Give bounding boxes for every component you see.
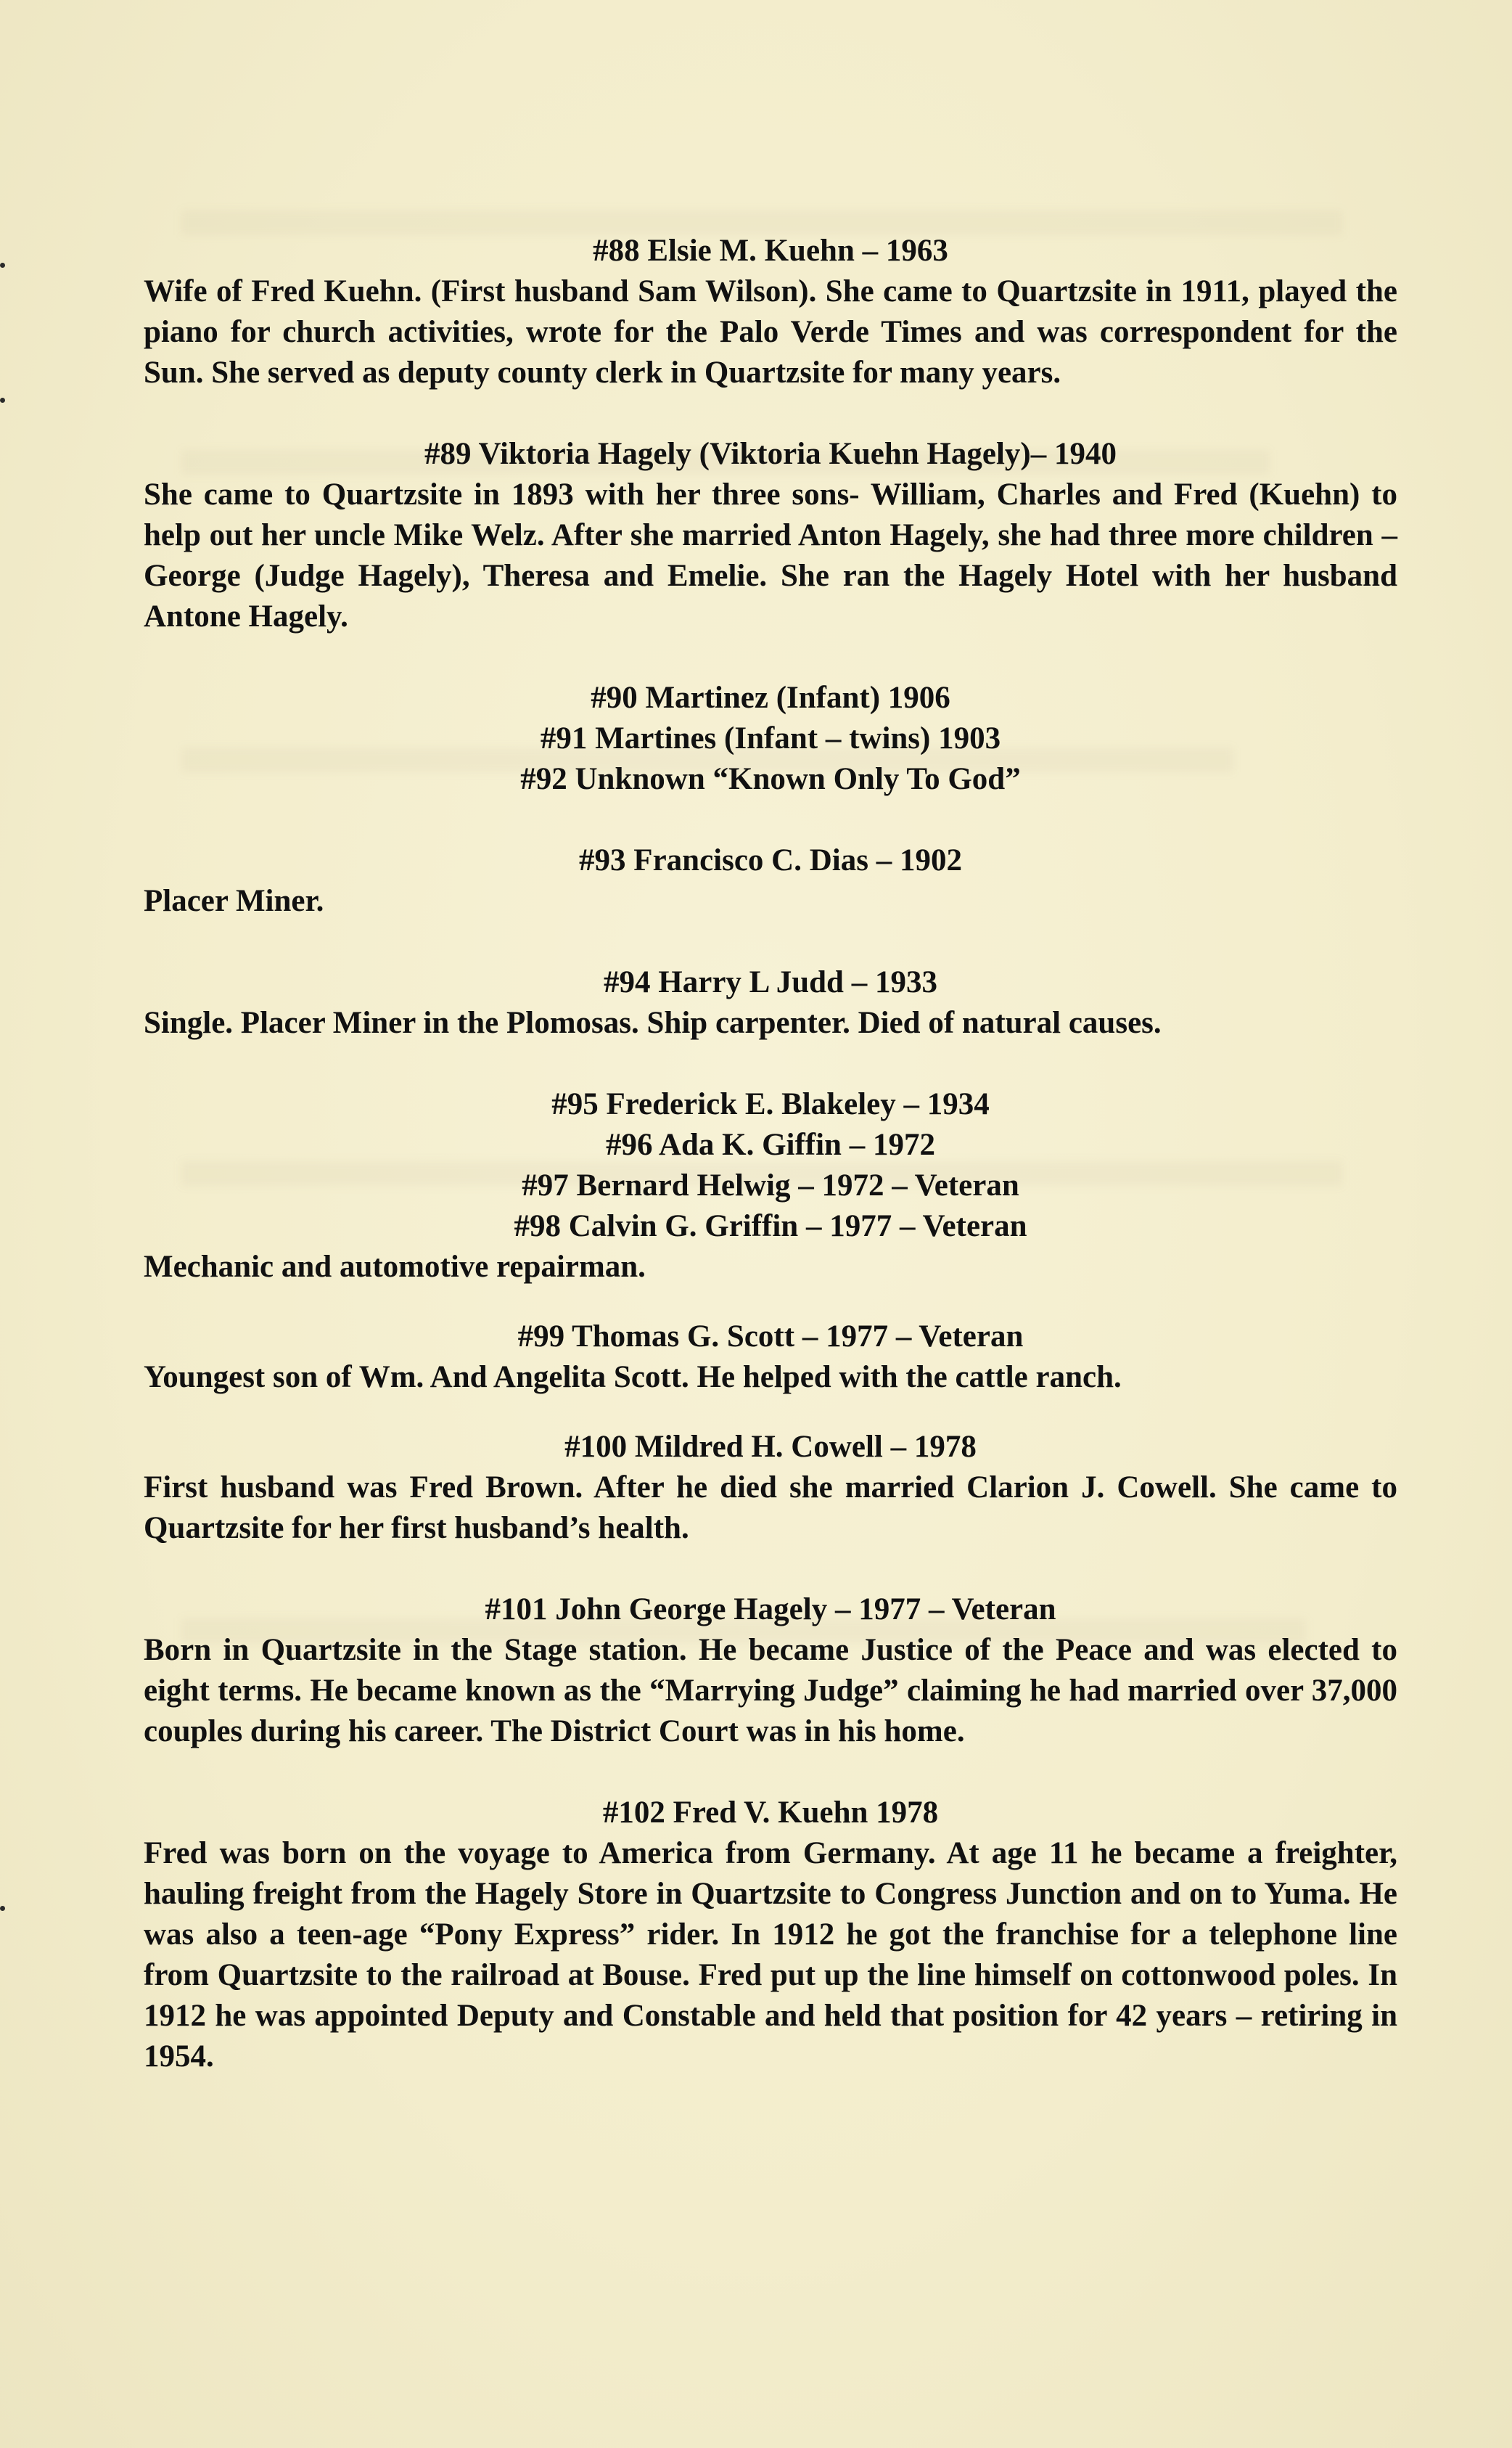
record-title: #90 Martinez (Infant) 1906 bbox=[591, 681, 950, 715]
record-description: She came to Quartzsite in 1893 with her three sons- William, Charles and Fred (Kuehn) to help out her uncle Mike Welz. After she married Anton Hagely, she had three more children – George (Judge Hagely), Theresa and Emelie. She ran the Hagely Hotel with her husband Antone Hagely. bbox=[144, 478, 1397, 634]
record-entry bbox=[144, 434, 1397, 637]
record-entry bbox=[144, 1427, 1397, 1549]
record-description: Born in Quartzsite in the Stage station. He became Justice of the Peace and was elected to eight terms. He became known as the “Marrying Judge” claiming he had married over 37,000 couples during his career. The District Court was in his home. bbox=[144, 1633, 1397, 1748]
record-entry bbox=[144, 1793, 1397, 2077]
record-description: Mechanic and automotive repairman. bbox=[144, 1250, 646, 1284]
record-entry bbox=[144, 1589, 1397, 1752]
record-title: #92 Unknown “Known Only To God” bbox=[520, 762, 1021, 796]
record-entry bbox=[144, 840, 1397, 922]
record-entry bbox=[144, 231, 1397, 393]
record-title: #102 Fred V. Kuehn 1978 bbox=[602, 1796, 939, 1830]
record-title: #94 Harry L Judd – 1933 bbox=[604, 965, 937, 999]
record-description: First husband was Fred Brown. After he died she married Clarion J. Cowell. She came to Quartzsite for her first husband’s health. bbox=[144, 1470, 1397, 1545]
record-title: #95 Frederick E. Blakeley – 1934 bbox=[551, 1087, 990, 1121]
record-description: Youngest son of Wm. And Angelita Scott. He helped with the cattle ranch. bbox=[144, 1360, 1122, 1394]
binding-hole-mark bbox=[0, 263, 5, 268]
record-title: #88 Elsie M. Kuehn – 1963 bbox=[593, 234, 948, 268]
record-title: #93 Francisco C. Dias – 1902 bbox=[579, 843, 962, 877]
record-title: #97 Bernard Helwig – 1972 – Veteran bbox=[522, 1168, 1019, 1203]
record-title: #96 Ada K. Giffin – 1972 bbox=[606, 1128, 935, 1162]
record-entry bbox=[144, 1317, 1397, 1398]
record-description: Fred was born on the voyage to America from Germany. At age 11 he became a freighter, hauling freight from the Hagely Store in Quartzsite to Congress Junction and on to Yuma. He was also a teen-age “Pony Express” rider. In 1912 he got the franchise for a telephone line from Quartzsite to the railroad at Bouse. Fred put up the line himself on cottonwood poles. In 1912 he was appointed Deputy and Constable and held that position for 42 years – retiring in 1954. bbox=[144, 1836, 1397, 2074]
record-title: #98 Calvin G. Griffin – 1977 – Veteran bbox=[514, 1209, 1027, 1243]
record-title: #91 Martines (Infant – twins) 1903 bbox=[540, 721, 1001, 756]
record-description: Wife of Fred Kuehn. (First husband Sam Wilson). She came to Quartzsite in 1911, played the piano for church activities, wrote for the Palo Verde Times and was correspondent for the Sun. She served as deputy county clerk in Quartzsite for many years. bbox=[144, 274, 1397, 390]
binding-hole-mark bbox=[0, 398, 5, 403]
record-title: #89 Viktoria Hagely (Viktoria Kuehn Hagely)– 1940 bbox=[424, 437, 1117, 471]
record-title: #99 Thomas G. Scott – 1977 – Veteran bbox=[517, 1319, 1024, 1354]
record-entry bbox=[144, 962, 1397, 1044]
burial-records-list bbox=[144, 231, 1397, 2077]
binding-hole-mark bbox=[0, 1906, 5, 1911]
record-entry bbox=[144, 678, 1397, 800]
record-description: Placer Miner. bbox=[144, 884, 324, 918]
record-title: #100 Mildred H. Cowell – 1978 bbox=[564, 1430, 977, 1464]
record-description: Single. Placer Miner in the Plomosas. Ship carpenter. Died of natural causes. bbox=[144, 1006, 1162, 1040]
record-title: #101 John George Hagely – 1977 – Veteran bbox=[485, 1592, 1056, 1626]
record-entry bbox=[144, 1084, 1397, 1288]
